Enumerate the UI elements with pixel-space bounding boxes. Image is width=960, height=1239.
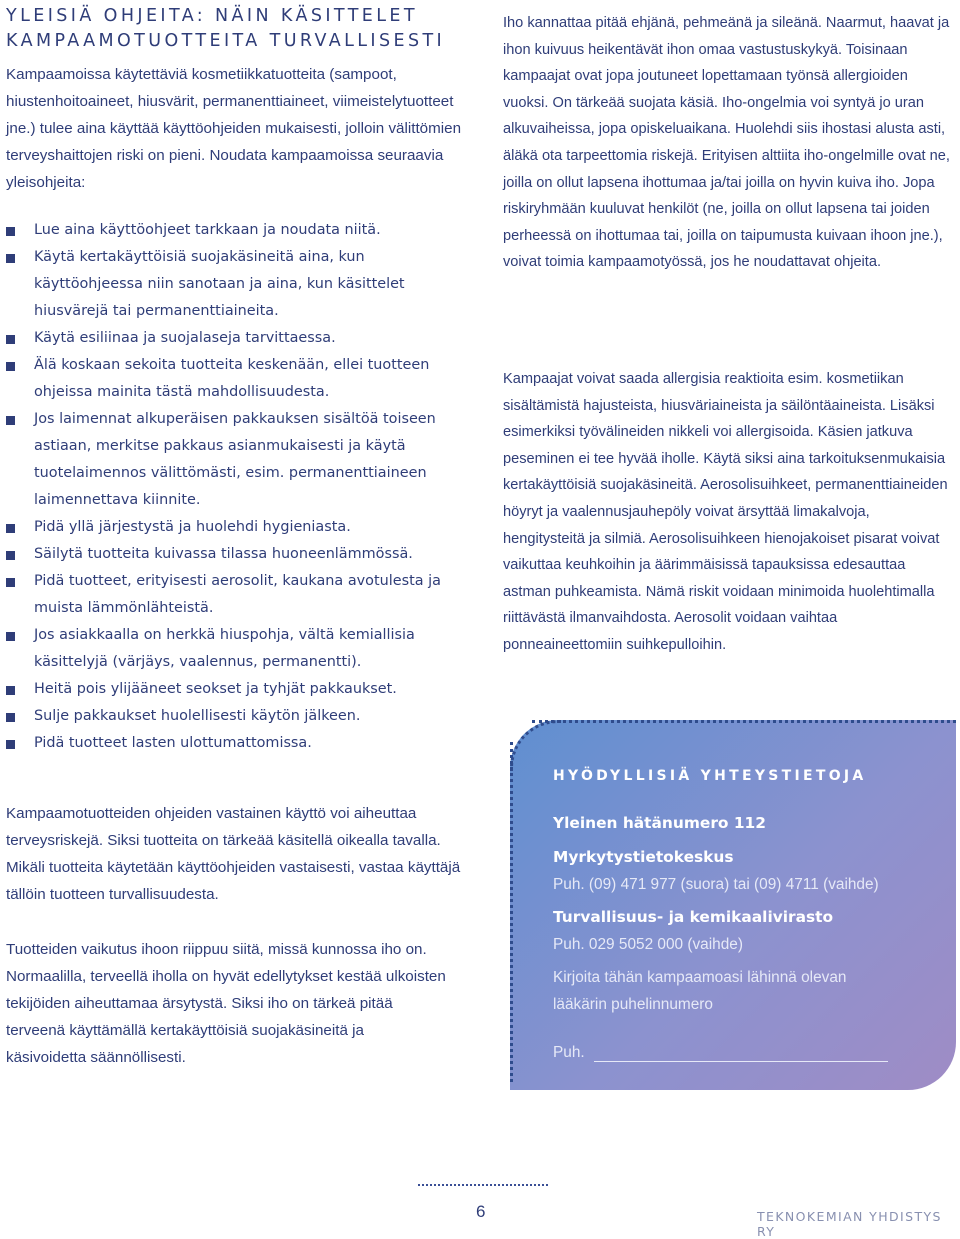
dotted-border-corner	[510, 720, 561, 771]
heading-line-1: YLEISIÄ OHJEITA: NÄIN KÄSITTELET	[6, 6, 418, 26]
emergency-number: Yleinen hätänumero 112	[553, 814, 766, 832]
poison-centre-phone: Puh. (09) 471 977 (suora) tai (09) 4711 (vaihde)	[553, 876, 879, 893]
bullet-square-icon	[6, 686, 15, 695]
footer-dotted-rule	[418, 1184, 548, 1186]
poison-centre-name: Myrkytystietokeskus	[553, 848, 734, 866]
skin-paragraph: Tuotteiden vaikutus ihoon riippuu siitä, missä kunnossa iho on. Normaalilla, terveellä iholla on hyvät edellytykset kestää ulkoisten tekijöiden aiheuttamaa ärsytystä. Siksi iho on tärkeä pitää terveenä käyttämällä kertakäyttöisiä suojakäsineitä ja käsivoidetta säännöllisesti.	[6, 941, 446, 1066]
list-item: Säilytä tuotteita kuivassa tilassa huoneenlämmössä.	[6, 541, 476, 568]
list-item: Käytä esiliinaa ja suojalaseja tarvittaessa.	[6, 325, 476, 352]
guideline-list	[6, 217, 476, 757]
bullet-square-icon	[6, 362, 15, 371]
agency-name: Turvallisuus- ja kemikaalivirasto	[553, 908, 834, 926]
bullet-square-icon	[6, 524, 15, 533]
bullet-square-icon	[6, 254, 15, 263]
agency-phone: Puh. 029 5052 000 (vaihde)	[553, 936, 743, 953]
contact-box-title: HYÖDYLLISIÄ YHTEYSTIETOJA	[553, 768, 867, 784]
list-item: Jos asiakkaalla on herkkä hiuspohja, vältä kemiallisia käsittelyjä (värjäys, vaalennus, permanentti).	[6, 622, 476, 676]
bullet-square-icon	[6, 416, 15, 425]
dotted-border-top	[532, 720, 956, 723]
bullet-square-icon	[6, 551, 15, 560]
list-item: Jos laimennat alkuperäisen pakkauksen sisältöä toiseen astiaan, merkitse pakkaus asianmukaisesti ja käytä tuotelaimennos välittömästi, esim. permanenttiaineen laimennettava kiinnite.	[6, 406, 476, 514]
dotted-border-left	[510, 742, 513, 1082]
bullet-square-icon	[6, 740, 15, 749]
page-number: 6	[476, 1202, 486, 1221]
doctor-phone-line	[594, 1061, 888, 1062]
bullet-square-icon	[6, 227, 15, 236]
intro-paragraph: Kampaamoissa käytettäviä kosmetiikkatuotteita (sampoot, hiustenhoitoaineet, hiusvärit, permanenttiaineet, viimeistelytuotteet jne.) tulee aina käyttää käyttöohjeiden mukaisesti, jolloin välittömien terveyshaittojen riski on pieni. Noudata kampaamoissa seuraavia yleisohjeita:	[6, 66, 462, 191]
misuse-paragraph: Kampaamotuotteiden ohjeiden vastainen käyttö voi aiheuttaa terveysriskejä. Siksi tuotteita on tärkeää käsitellä oikealla tavalla. Mikäli tuotteita käytetään käyttöohjeiden vastaisesti, vastaa käyttäjä tällöin tuotteen turvallisuudesta.	[6, 805, 461, 903]
doctor-phone-label: Puh.	[553, 1044, 585, 1061]
list-item: Lue aina käyttöohjeet tarkkaan ja noudata niitä.	[6, 217, 476, 244]
footer-organization: TEKNOKEMIAN YHDISTYS RY	[757, 1209, 942, 1239]
doctor-note: Kirjoita tähän kampaamoasi lähinnä olevan lääkärin puhelinnumero	[553, 969, 847, 1013]
list-item: Pidä yllä järjestystä ja huolehdi hygieniasta.	[6, 514, 476, 541]
bullet-square-icon	[6, 632, 15, 641]
list-item: Käytä kertakäyttöisiä suojakäsineitä aina, kun käyttöohjeessa niin sanotaan ja aina, kun käsittelet hiusvärejä tai permanenttiaineita.	[6, 244, 476, 325]
skin-care-paragraph: Iho kannattaa pitää ehjänä, pehmeänä ja sileänä. Naarmut, haavat ja ihon kuivuus heikentävät ihon omaa vastustuskykyä. Toisinaan kampaajat ovat jopa joutuneet lopettamaan työnsä allergioiden vuoksi. On tärkeää suojata käsiä. Iho-ongelmia voi syntyä jo uran alkuvaiheissa, jopa opiskeluaikana. Huolehdi siis ihostasi alusta asti, äläkä ota tarpeettomia riskejä. Erityisen alttiita iho-ongelmille ovat ne, joilla on ollut lapsena ihottumaa ja/tai joilla on hyvin kuiva iho. Jopa riskiryhmään kuuluvat henkilöt (ne, joilla on ollut lapsena tai joiden perheessä on ihottumaa tai, joilla on taipumusta kuivaan ihoon jne.), voivat toimia kampaamotyössä, jos he noudattavat ohjeita.	[503, 15, 950, 271]
list-item: Pidä tuotteet, erityisesti aerosolit, kaukana avotulesta ja muista lämmönlähteistä.	[6, 568, 476, 622]
list-item: Pidä tuotteet lasten ulottumattomissa.	[6, 730, 476, 757]
contact-box	[510, 720, 956, 1090]
bullet-square-icon	[6, 578, 15, 587]
bullet-square-icon	[6, 335, 15, 344]
list-item: Älä koskaan sekoita tuotteita keskenään, ellei tuotteen ohjeissa mainita tästä mahdollisuudesta.	[6, 352, 476, 406]
list-item: Sulje pakkaukset huolellisesti käytön jälkeen.	[6, 703, 476, 730]
section-heading	[6, 4, 476, 54]
list-item: Heitä pois ylijääneet seokset ja tyhjät pakkaukset.	[6, 676, 476, 703]
heading-line-2: KAMPAAMOTUOTTEITA TURVALLISESTI	[6, 31, 446, 51]
bullet-square-icon	[6, 713, 15, 722]
allergy-paragraph: Kampaajat voivat saada allergisia reaktioita esim. kosmetiikan sisältämistä hajusteista, hiusväriaineista ja säilöntäaineista. Lisäksi esimerkiksi työvälineiden nikkeli voi allergisoida. Käsien jatkuva peseminen ei tee hyvää iholle. Käytä siksi aina tarkoituksenmukaisia kertakäyttöisiä suojakäsineitä. Aerosolisuihkeet, permanenttiaineiden höyryt ja vaalennusjauhepöly voivat ärsyttää limakalvoja, hengitysteitä ja silmiä. Aerosolisuihkeen hienojakoiset pisarat voivat vaikuttaa keuhkoihin ja äärimmäisissä tapauksissa edesauttaa astman puhkeamista. Nämä riskit voidaan minimoida huolehtimalla riittävästä ilmanvaihdosta. Aerosolit voidaan vaihtaa ponneaineettomiin suihkepulloihin.	[503, 371, 948, 653]
